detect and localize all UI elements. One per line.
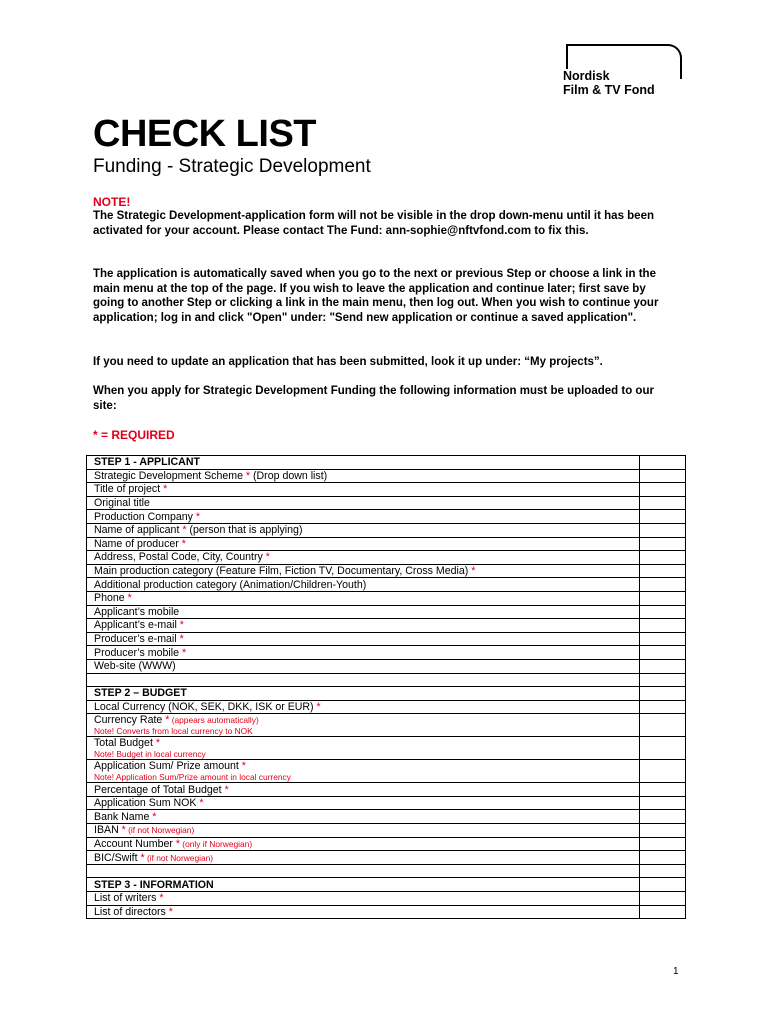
table-row xyxy=(87,905,686,919)
item-extra: (Drop down list) xyxy=(250,469,328,482)
item-label-cell xyxy=(87,523,640,537)
item-condition: (only if Norwegian) xyxy=(179,838,253,849)
required-star: * xyxy=(149,810,157,823)
item-text: Main production category (Feature Film, Fiction TV, Documentary, Cross Media) xyxy=(94,565,469,578)
table-row xyxy=(87,619,686,633)
table-row xyxy=(87,510,686,524)
item-label-cell xyxy=(87,537,640,551)
table-row xyxy=(87,851,686,865)
checkbox-cell[interactable] xyxy=(640,700,686,714)
table-row xyxy=(87,496,686,510)
item-text: List of directors xyxy=(94,905,166,918)
item-condition: (appears automatically) xyxy=(169,715,259,726)
item-label-cell xyxy=(87,646,640,660)
checkbox-cell[interactable] xyxy=(640,796,686,810)
item-text: Original title xyxy=(94,497,150,510)
item-label-cell xyxy=(87,483,640,497)
checkbox-cell[interactable] xyxy=(640,760,686,783)
item-text: Percentage of Total Budget xyxy=(94,783,222,796)
logo-text xyxy=(563,69,658,97)
item-condition: (if not Norwegian) xyxy=(125,825,195,836)
item-text: Producer’s mobile xyxy=(94,646,179,659)
item-text: Phone xyxy=(94,592,125,605)
page-title: CHECK LIST xyxy=(93,113,316,155)
table-row xyxy=(87,659,686,673)
step2-header-text: STEP 2 – BUDGET xyxy=(94,687,187,700)
item-label-cell xyxy=(87,837,640,851)
required-star: * xyxy=(179,524,187,537)
item-text: Account Number xyxy=(94,837,173,850)
item-label-cell xyxy=(87,796,640,810)
item-text: BIC/Swift xyxy=(94,851,138,864)
checkbox-cell[interactable] xyxy=(640,892,686,906)
required-star: * xyxy=(178,537,186,550)
item-label-cell xyxy=(87,687,640,701)
item-label-cell xyxy=(87,673,640,687)
step3-header-text: STEP 3 - INFORMATION xyxy=(94,878,214,891)
checkbox-cell[interactable] xyxy=(640,483,686,497)
item-text: Application Sum/ Prize amount xyxy=(94,760,239,773)
checkbox-cell[interactable] xyxy=(640,851,686,865)
table-row xyxy=(87,578,686,592)
table-row xyxy=(87,837,686,851)
table-row xyxy=(87,523,686,537)
item-label-cell xyxy=(87,551,640,565)
required-star: * xyxy=(313,700,321,713)
required-star: * xyxy=(165,905,173,918)
table-row xyxy=(87,591,686,605)
checkbox-cell[interactable] xyxy=(640,537,686,551)
item-text: Applicant’s e-mail xyxy=(94,619,177,632)
logo-line-1: Nordisk xyxy=(563,69,610,83)
item-note: Note! Budget in local currency xyxy=(94,749,206,760)
checkbox-cell[interactable] xyxy=(640,646,686,660)
table-row xyxy=(87,892,686,906)
item-text: Total Budget xyxy=(94,737,153,750)
item-label-cell xyxy=(87,564,640,578)
item-label-cell xyxy=(87,591,640,605)
required-star: * xyxy=(242,469,251,482)
table-row xyxy=(87,783,686,797)
required-star: * xyxy=(162,714,170,727)
item-label-cell xyxy=(87,632,640,646)
table-row xyxy=(87,737,686,760)
item-label-cell xyxy=(87,496,640,510)
item-text: IBAN xyxy=(94,824,119,837)
required-star: * xyxy=(238,760,246,773)
item-label-cell xyxy=(87,864,640,878)
table-row xyxy=(87,760,686,783)
item-text: Web-site (WWW) xyxy=(94,660,176,673)
checkbox-cell[interactable] xyxy=(640,456,686,470)
item-label-cell xyxy=(87,619,640,633)
step1-header xyxy=(87,456,686,470)
required-star: * xyxy=(118,824,126,837)
table-row xyxy=(87,632,686,646)
item-label-cell xyxy=(87,810,640,824)
item-label-cell xyxy=(87,892,640,906)
required-star: * xyxy=(124,592,132,605)
table-row xyxy=(87,469,686,483)
required-star: * xyxy=(262,551,270,564)
item-label-cell xyxy=(87,760,640,783)
required-star: * xyxy=(192,510,201,523)
checkbox-cell[interactable] xyxy=(640,905,686,919)
item-text: Name of applicant xyxy=(94,524,180,537)
item-text: Name of producer xyxy=(94,537,179,550)
item-label-cell xyxy=(87,851,640,865)
item-label-cell xyxy=(87,824,640,838)
checkbox-cell[interactable] xyxy=(640,837,686,851)
item-label-cell xyxy=(87,659,640,673)
logo-line-2: Film & TV Fond xyxy=(563,83,655,97)
checkbox-cell[interactable] xyxy=(640,632,686,646)
required-star: * xyxy=(468,565,476,578)
checkbox-cell[interactable] xyxy=(640,510,686,524)
table-row xyxy=(87,700,686,714)
apply-paragraph: When you apply for Strategic Development Funding the following information must be uploaded to our site: xyxy=(93,385,654,412)
checkbox-cell[interactable] xyxy=(640,714,686,737)
item-text: Currency Rate xyxy=(94,714,163,727)
checkbox-cell[interactable] xyxy=(640,810,686,824)
item-label-cell xyxy=(87,578,640,592)
item-text: List of writers xyxy=(94,892,157,905)
update-paragraph: If you need to update an application that has been submitted, look it up under: “My projects”. xyxy=(93,356,603,368)
item-extra: (person that is applying) xyxy=(186,524,303,537)
checkbox-cell[interactable] xyxy=(640,687,686,701)
item-label-cell xyxy=(87,605,640,619)
checkbox-cell[interactable] xyxy=(640,469,686,483)
step3-header xyxy=(87,878,686,892)
checkbox-cell[interactable] xyxy=(640,496,686,510)
checkbox-cell[interactable] xyxy=(640,564,686,578)
checkbox-cell[interactable] xyxy=(640,659,686,673)
required-star: * xyxy=(179,646,187,659)
table-row xyxy=(87,714,686,737)
checkbox-cell[interactable] xyxy=(640,864,686,878)
item-text: Application Sum NOK xyxy=(94,797,197,810)
checkbox-cell[interactable] xyxy=(640,523,686,537)
item-text: Bank Name xyxy=(94,810,150,823)
step1-header-text: STEP 1 - APPLICANT xyxy=(94,456,200,469)
checklist-table xyxy=(86,455,686,919)
checkbox-cell[interactable] xyxy=(640,551,686,565)
item-label-cell xyxy=(87,878,640,892)
item-text: Local Currency (NOK, SEK, DKK, ISK or EUR) xyxy=(94,700,314,713)
item-label-cell xyxy=(87,469,640,483)
checkbox-cell[interactable] xyxy=(640,737,686,760)
blank-row xyxy=(87,864,686,878)
required-star: * xyxy=(176,619,184,632)
item-label-cell xyxy=(87,700,640,714)
item-label-cell xyxy=(87,905,640,919)
table-row xyxy=(87,810,686,824)
item-text: Producer’s e-mail xyxy=(94,633,177,646)
item-condition: (if not Norwegian) xyxy=(144,852,214,863)
item-note: Note! Application Sum/Prize amount in local currency xyxy=(94,772,291,783)
required-star: * xyxy=(152,737,160,750)
checkbox-cell[interactable] xyxy=(640,605,686,619)
required-star: * xyxy=(196,797,204,810)
table-row xyxy=(87,605,686,619)
required-star: * xyxy=(176,633,184,646)
checkbox-cell[interactable] xyxy=(640,578,686,592)
item-label-cell xyxy=(87,737,640,760)
table-row xyxy=(87,646,686,660)
checkbox-cell[interactable] xyxy=(640,783,686,797)
item-text: Strategic Development Scheme xyxy=(94,469,243,482)
required-star: * xyxy=(172,837,180,850)
checkbox-cell[interactable] xyxy=(640,673,686,687)
table-row xyxy=(87,824,686,838)
note-label: NOTE! xyxy=(93,195,131,209)
page-subtitle: Funding - Strategic Development xyxy=(93,156,371,177)
note-text: The Strategic Development-application form will not be visible in the drop down-menu until it has been activated for your account. Please contact The Fund: ann-sophie@nftvfond.com to fix this. xyxy=(93,210,654,237)
table-row xyxy=(87,483,686,497)
table-row xyxy=(87,551,686,565)
item-text: Title of project xyxy=(94,483,161,496)
item-text: Additional production category (Animation/Children-Youth) xyxy=(94,578,367,591)
autosave-paragraph: The application is automatically saved when you go to the next or previous Step or choose a link in the main menu at the top of the page. If you wish to leave the application and continue later; first save by going to another Step or clicking a link in the main menu, then log out. When you wish to continue your application; log in and click "Open" under: "Send new application or continue a saved application". xyxy=(93,268,659,325)
checkbox-cell[interactable] xyxy=(640,619,686,633)
page-number: 1 xyxy=(673,966,679,977)
item-text: Production Company xyxy=(94,510,193,523)
table-row xyxy=(87,564,686,578)
required-star: * xyxy=(156,892,164,905)
item-label-cell xyxy=(87,714,640,737)
item-label-cell xyxy=(87,456,640,470)
item-text: Applicant’s mobile xyxy=(94,605,180,618)
nordisk-film-tv-fond-logo xyxy=(562,44,682,100)
item-label-cell xyxy=(87,510,640,524)
checkbox-cell[interactable] xyxy=(640,824,686,838)
required-note: * = REQUIRED xyxy=(93,428,175,442)
item-text: Address, Postal Code, City, Country xyxy=(94,551,263,564)
table-row xyxy=(87,537,686,551)
checkbox-cell[interactable] xyxy=(640,591,686,605)
table-row xyxy=(87,796,686,810)
blank-row xyxy=(87,673,686,687)
required-star: * xyxy=(137,851,145,864)
required-star: * xyxy=(160,483,168,496)
item-label-cell xyxy=(87,783,640,797)
step2-header xyxy=(87,687,686,701)
item-note: Note! Converts from local currency to NOK xyxy=(94,726,253,737)
required-star: * xyxy=(221,783,229,796)
checkbox-cell[interactable] xyxy=(640,878,686,892)
